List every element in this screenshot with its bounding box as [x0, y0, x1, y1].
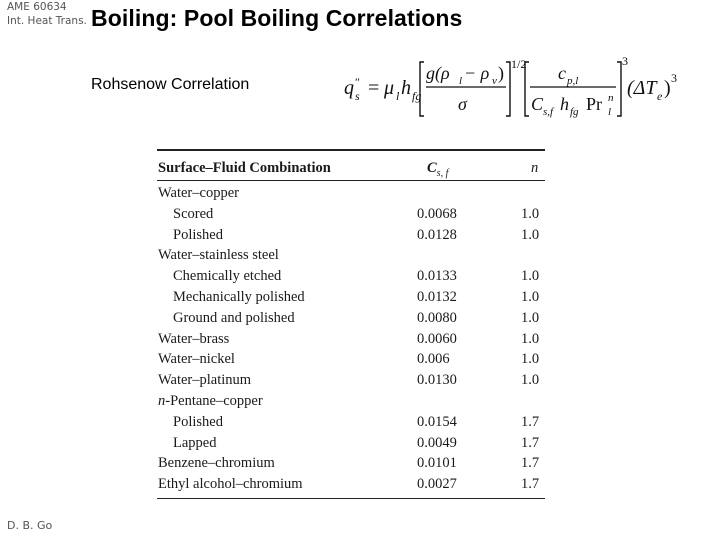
header-c-symbol: C [427, 160, 437, 176]
eq-h: h [401, 77, 411, 99]
eq-dt-sub: e [657, 89, 663, 103]
bracket-right-2 [617, 62, 621, 116]
row-coefficient: 0.0027 [417, 476, 457, 493]
row-coefficient: 0.0049 [417, 434, 457, 451]
eq-den2-h: h [560, 94, 569, 114]
row-coefficient: 0.006 [417, 351, 450, 368]
table-row [157, 475, 545, 496]
eq-exp3: 3 [671, 71, 677, 85]
row-combination: Water–copper [158, 185, 239, 201]
eq-den2-pr: Pr [586, 94, 603, 114]
row-coefficient: 0.0101 [417, 455, 457, 472]
row-combination: Water–brass [158, 330, 230, 347]
row-exponent: 1.0 [521, 268, 540, 285]
bracket-right-1 [506, 62, 510, 116]
eq-num1: g(ρ [426, 63, 450, 83]
slide-subtitle: Rohsenow Correlation [91, 76, 250, 93]
table-row [157, 309, 545, 330]
row-exponent: 1.0 [521, 372, 540, 389]
row-combination: Lapped [173, 434, 217, 451]
row-coefficient: 0.0130 [417, 372, 457, 389]
eq-den2-pr-sub: l [608, 106, 612, 118]
bracket-left-1 [420, 62, 424, 116]
row-exponent: 1.0 [521, 330, 540, 347]
header-coefficient [427, 160, 448, 179]
row-coefficient: 0.0060 [417, 330, 457, 347]
eq-den1: σ [458, 94, 467, 114]
table-row [157, 226, 545, 247]
eq-den2-c-sub: s,f [543, 106, 554, 118]
row-coefficient: 0.0068 [417, 205, 457, 222]
course-name: Int. Heat Trans. [7, 15, 87, 27]
table-row [157, 434, 545, 455]
eq-num2: c [558, 63, 566, 83]
table-row [157, 288, 545, 309]
row-exponent: 1.0 [521, 309, 540, 326]
eq-h-sub: fg [412, 89, 422, 103]
table-row [157, 350, 545, 371]
row-combination: Polished [173, 413, 223, 430]
eq-dt: (ΔT [627, 77, 657, 99]
table-body [157, 181, 545, 496]
eq-mu: μ [384, 77, 395, 99]
table-row [157, 184, 545, 205]
row-combination: Polished [173, 226, 223, 243]
eq-exp1: 1/2 [511, 57, 527, 71]
table-row [157, 454, 545, 475]
eq-num1-l: l [459, 75, 463, 87]
course-info [7, 0, 87, 28]
table-row [157, 371, 545, 392]
row-coefficient: 0.0154 [417, 413, 457, 430]
row-coefficient: 0.0133 [417, 268, 457, 285]
row-combination: Water–nickel [158, 351, 235, 368]
rohsenow-equation [340, 52, 680, 124]
eq-mu-sub: l [396, 89, 400, 103]
eq-lhs: q [344, 77, 354, 99]
eq-den2-h-sub: fg [570, 106, 579, 118]
row-combination: Ethyl alcohol–chromium [158, 476, 303, 493]
table-header [157, 151, 545, 180]
italic-n: n [158, 392, 166, 409]
row-exponent: 1.7 [521, 455, 540, 472]
coefficient-table [157, 149, 545, 499]
row-combination: Ground and polished [173, 309, 295, 326]
table-bottom-rule [157, 498, 545, 499]
eq-num2-sub: p,l [567, 75, 579, 87]
row-combination: Water–platinum [158, 372, 252, 389]
eq-exp2: 3 [622, 54, 628, 68]
course-code: AME 60634 [7, 1, 67, 13]
row-combination: Scored [173, 205, 214, 222]
header-combination: Surface–Fluid Combination [158, 160, 331, 176]
row-coefficient: 0.0128 [417, 226, 457, 243]
row-combination: Mechanically polished [173, 288, 305, 305]
eq-lhs-prime: ″ [355, 75, 360, 89]
eq-dt-end: ) [664, 77, 671, 99]
eq-num1-mid: − ρ [464, 63, 490, 83]
row-exponent: 1.7 [521, 476, 540, 493]
row-combination: Benzene–chromium [158, 455, 275, 472]
row-combination: Water–stainless steel [158, 247, 279, 264]
row-exponent: 1.7 [521, 434, 540, 451]
row-exponent: 1.7 [521, 413, 540, 430]
eq-lhs-sub: s [355, 89, 360, 103]
row-coefficient: 0.0132 [417, 288, 457, 305]
header-exponent: n [531, 160, 539, 176]
slide-title: Boiling: Pool Boiling Correlations [91, 5, 463, 31]
table-row [157, 413, 545, 434]
row-exponent: 1.0 [521, 205, 540, 222]
eq-den2-c: C [531, 94, 544, 114]
eq-num1-end: ) [498, 63, 504, 83]
row-combination: Chemically etched [173, 268, 282, 285]
row-combination: n-Pentane–copper [158, 392, 263, 409]
table-row [157, 330, 545, 351]
table-row [157, 205, 545, 226]
row-exponent: 1.0 [521, 226, 540, 243]
row-exponent: 1.0 [521, 351, 540, 368]
eq-den2-pr-sup: n [608, 92, 614, 104]
row-exponent: 1.0 [521, 288, 540, 305]
eq-num1-v: v [492, 75, 497, 87]
bracket-left-2 [525, 62, 529, 116]
table-row [157, 267, 545, 288]
table-row [157, 246, 545, 267]
row-coefficient: 0.0080 [417, 309, 457, 326]
author-footer: D. B. Go [7, 519, 53, 532]
eq-equals: = [368, 77, 380, 99]
table-row [157, 392, 545, 413]
header-c-sub: s, f [436, 167, 449, 179]
